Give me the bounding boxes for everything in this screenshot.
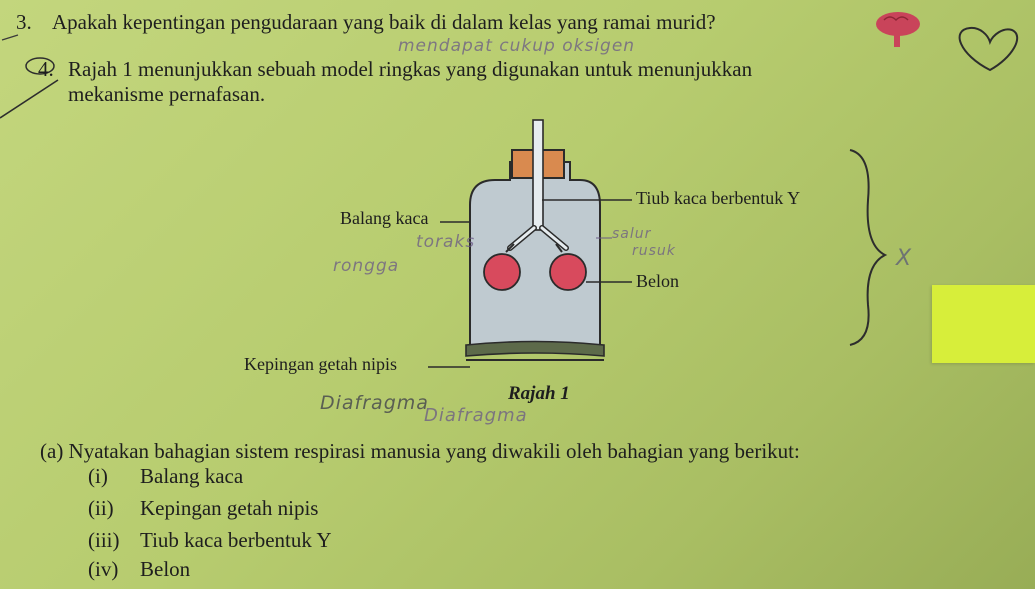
balloon-left: [484, 254, 520, 290]
handwritten-diafragma-2: Diafragma: [424, 405, 528, 426]
label-belon: Belon: [636, 271, 679, 291]
handwritten-rusuk: rusuk: [632, 243, 676, 259]
handwritten-cross: X: [896, 246, 913, 271]
question-4-line-2: mekanisme pernafasan.: [68, 82, 266, 106]
y-tube-stem: [533, 120, 543, 230]
handwritten-note-top: mendapat cukup oksigen: [398, 36, 636, 56]
part-a-prompt: (a) Nyatakan bahagian sistem respirasi manusia yang diwakili oleh bahagian yang berikut:: [40, 439, 800, 463]
sticky-note: [932, 285, 1035, 363]
balloon-right: [550, 254, 586, 290]
handwritten-salur: salur: [612, 226, 652, 242]
part-a-item-4-text: Belon: [140, 557, 191, 581]
question-4-number: 4.: [38, 57, 54, 81]
part-a-item-1-num: (i): [88, 464, 108, 488]
part-a-item-3-num: (iii): [88, 528, 120, 552]
handwritten-torak: toraks: [416, 232, 476, 252]
part-a-item-4-num: (iv): [88, 557, 119, 581]
rubber-sheet: [466, 342, 604, 357]
handwritten-rongga: rongga: [333, 256, 400, 276]
label-kepingan-getah: Kepingan getah nipis: [244, 354, 397, 374]
part-a-item-3-text: Tiub kaca berbentuk Y: [140, 528, 332, 552]
brain-doodle: [876, 12, 920, 47]
figure-caption: Rajah 1: [508, 383, 570, 404]
heart-doodle: [960, 28, 1018, 70]
handwritten-diafragma-1: Diafragma: [320, 392, 429, 414]
bell-jar-diagram: [466, 120, 604, 360]
part-a-item-1-text: Balang kaca: [140, 464, 244, 488]
label-tiub-kaca: Tiub kaca berbentuk Y: [636, 188, 801, 208]
question-3-text: Apakah kepentingan pengudaraan yang baik di dalam kelas yang ramai murid?: [52, 10, 716, 34]
question-4-line-1: Rajah 1 menunjukkan sebuah model ringkas yang digunakan untuk menunjukkan: [68, 57, 753, 81]
question-3-number: 3.: [16, 10, 32, 34]
label-balang-kaca: Balang kaca: [340, 208, 429, 228]
handwritten-brace: [850, 150, 885, 345]
part-a-item-2-num: (ii): [88, 496, 114, 520]
part-a-item-2-text: Kepingan getah nipis: [140, 496, 319, 520]
